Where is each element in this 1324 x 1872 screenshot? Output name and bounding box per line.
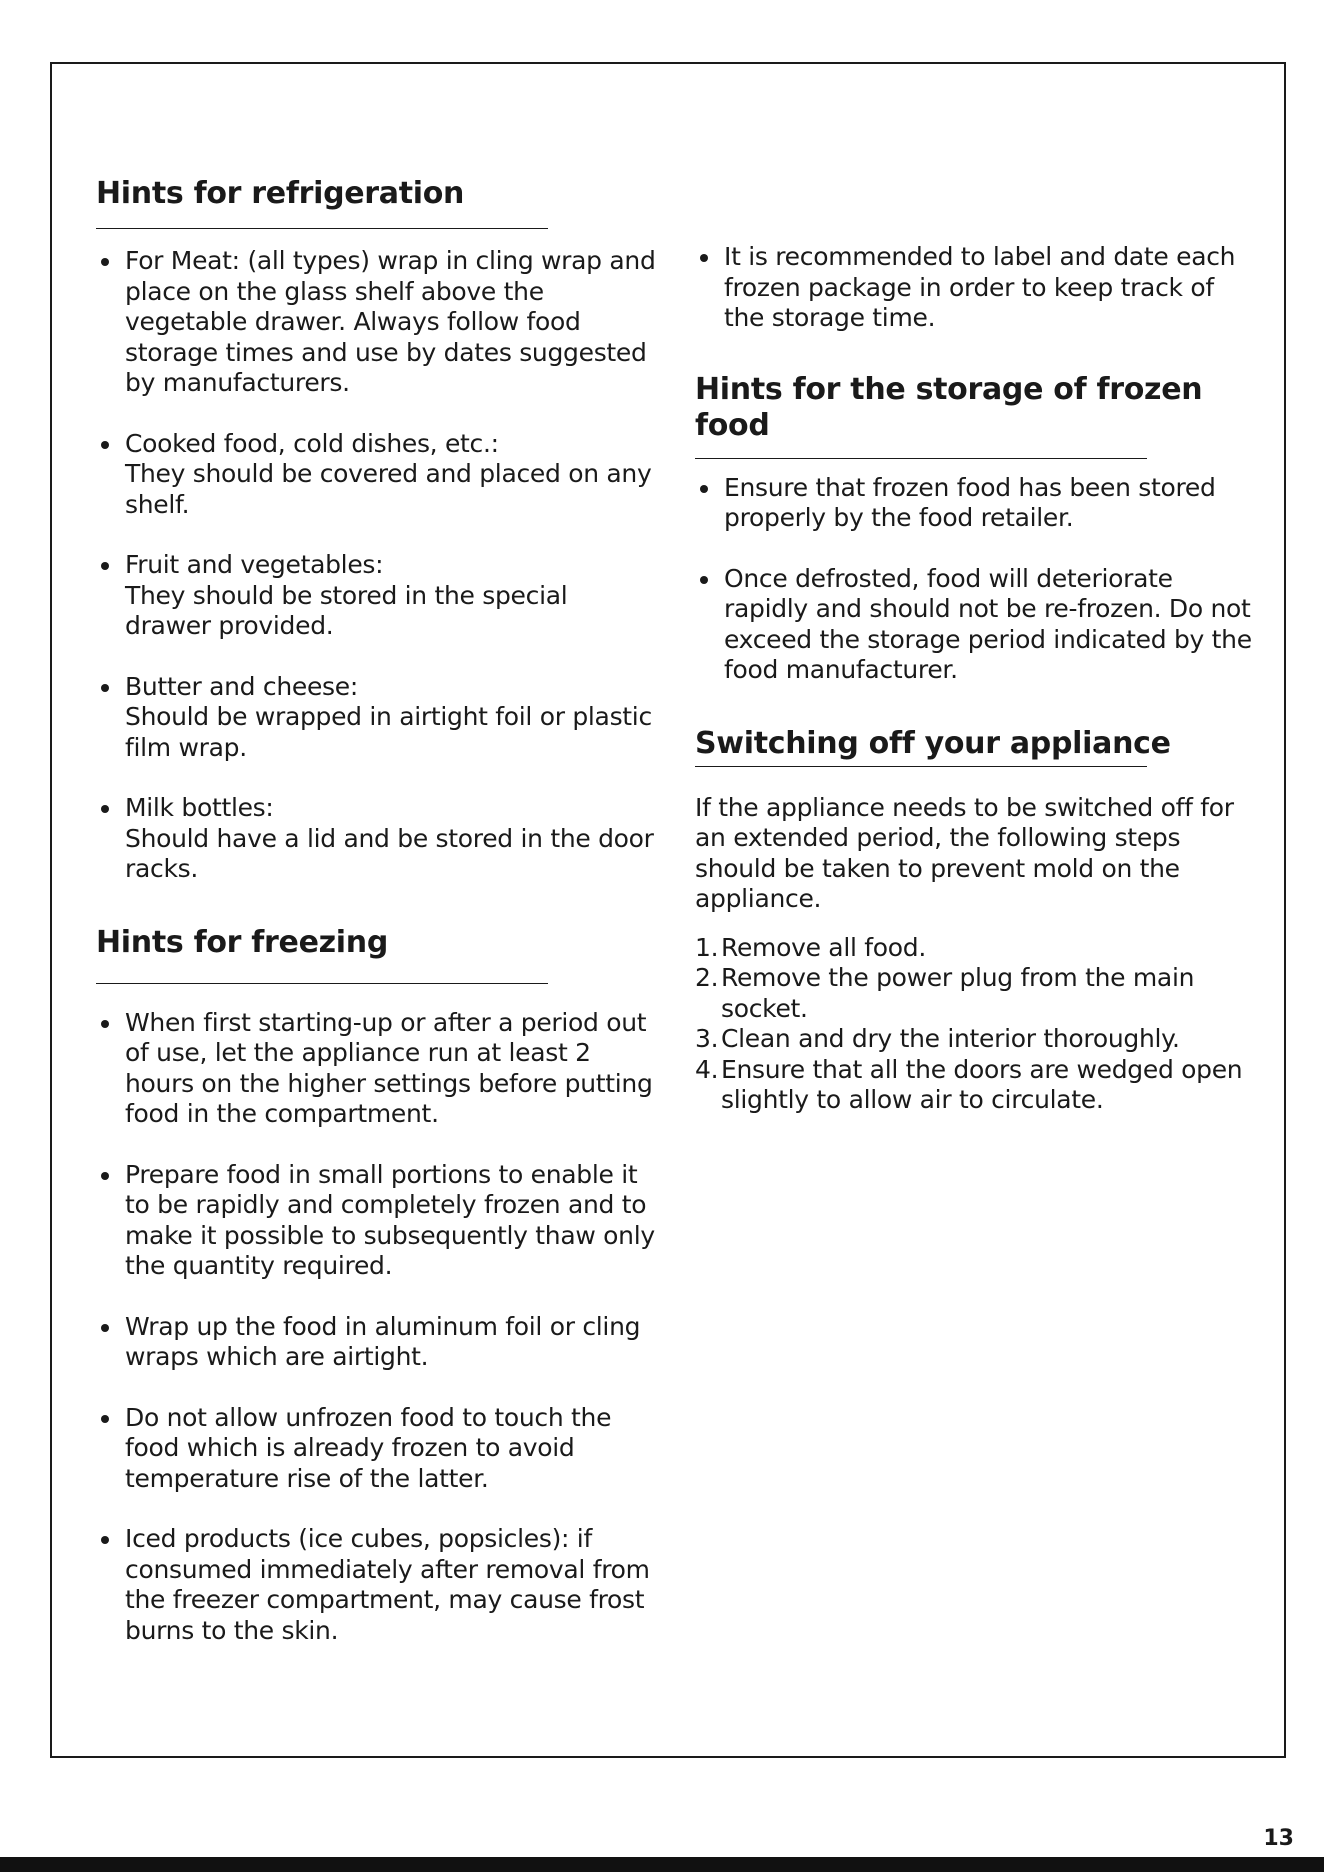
list-item: It is recommended to label and date each frozen package in order to keep track of the storage time. [695, 242, 1255, 334]
list-item [695, 1024, 1255, 1055]
heading-rule [695, 458, 1147, 459]
list-item [695, 933, 1255, 964]
refrigeration-list [96, 246, 656, 885]
step-text: Clean and dry the interior thoroughly. [721, 1024, 1180, 1053]
freezing-list [96, 1008, 656, 1647]
switching-off-steps [695, 933, 1255, 1116]
list-item: When first starting-up or after a period out of use, let the appliance run at least 2 hours on the higher settings before putting food in the compartment. [96, 1008, 656, 1130]
heading-rule [695, 766, 1147, 767]
heading-rule [96, 983, 548, 984]
frozen-storage-list [695, 473, 1255, 686]
list-item: Wrap up the food in aluminum foil or cling wraps which are airtight. [96, 1312, 656, 1373]
list-item: Milk bottles: Should have a lid and be stored in the door racks. [96, 793, 656, 885]
list-item: Cooked food, cold dishes, etc.: They should be covered and placed on any shelf. [96, 429, 656, 521]
list-item [695, 1055, 1255, 1116]
list-item: Do not allow unfrozen food to touch the food which is already frozen to avoid temperature rise of the latter. [96, 1403, 656, 1495]
list-item: Butter and cheese: Should be wrapped in airtight foil or plastic film wrap. [96, 672, 656, 764]
right-column [695, 242, 1255, 1116]
freezing-continued-list [695, 242, 1255, 334]
list-item: Prepare food in small portions to enable it to be rapidly and completely frozen and to make it possible to subsequently thaw only the quantity required. [96, 1160, 656, 1282]
step-text: Remove all food. [721, 932, 926, 962]
heading-freezing: Hints for freezing [96, 924, 389, 960]
left-column [96, 176, 656, 1646]
step-number: 2. [695, 963, 719, 992]
step-number: 4. [695, 1054, 719, 1084]
heading-switching-off: Switching off your appliance [695, 725, 1171, 761]
list-item: Ensure that frozen food has been stored properly by the food retailer. [695, 473, 1255, 534]
step-number: 3. [695, 1024, 719, 1053]
step-number: 1. [695, 932, 719, 962]
heading-rule [96, 228, 548, 229]
list-item: Iced products (ice cubes, popsicles): if consumed immediately after removal from the freezer compartment, may cause frost burns to the skin. [96, 1524, 656, 1646]
heading-refrigeration: Hints for refrigeration [96, 176, 465, 211]
list-item [695, 963, 1255, 1024]
footer-bar [0, 1857, 1324, 1872]
list-item: For Meat: (all types) wrap in cling wrap and place on the glass shelf above the vegetable drawer. Always follow food storage times and use by dates suggested by manufacturers. [96, 246, 656, 399]
list-item: Fruit and vegetables: They should be stored in the special drawer provided. [96, 550, 656, 642]
page-number: 13 [1263, 1826, 1294, 1851]
list-item: Once defrosted, food will deteriorate rapidly and should not be re-frozen. Do not exceed the storage period indicated by the food manufacturer. [695, 564, 1255, 686]
step-text: Remove the power plug from the main socket. [721, 963, 1195, 1023]
step-text: Ensure that all the doors are wedged open slightly to allow air to circulate. [721, 1054, 1243, 1114]
switching-off-intro: If the appliance needs to be switched off for an extended period, the following steps should be taken to prevent mold on the appliance. [695, 792, 1234, 913]
heading-frozen-storage: Hints for the storage of frozen food [695, 371, 1203, 443]
